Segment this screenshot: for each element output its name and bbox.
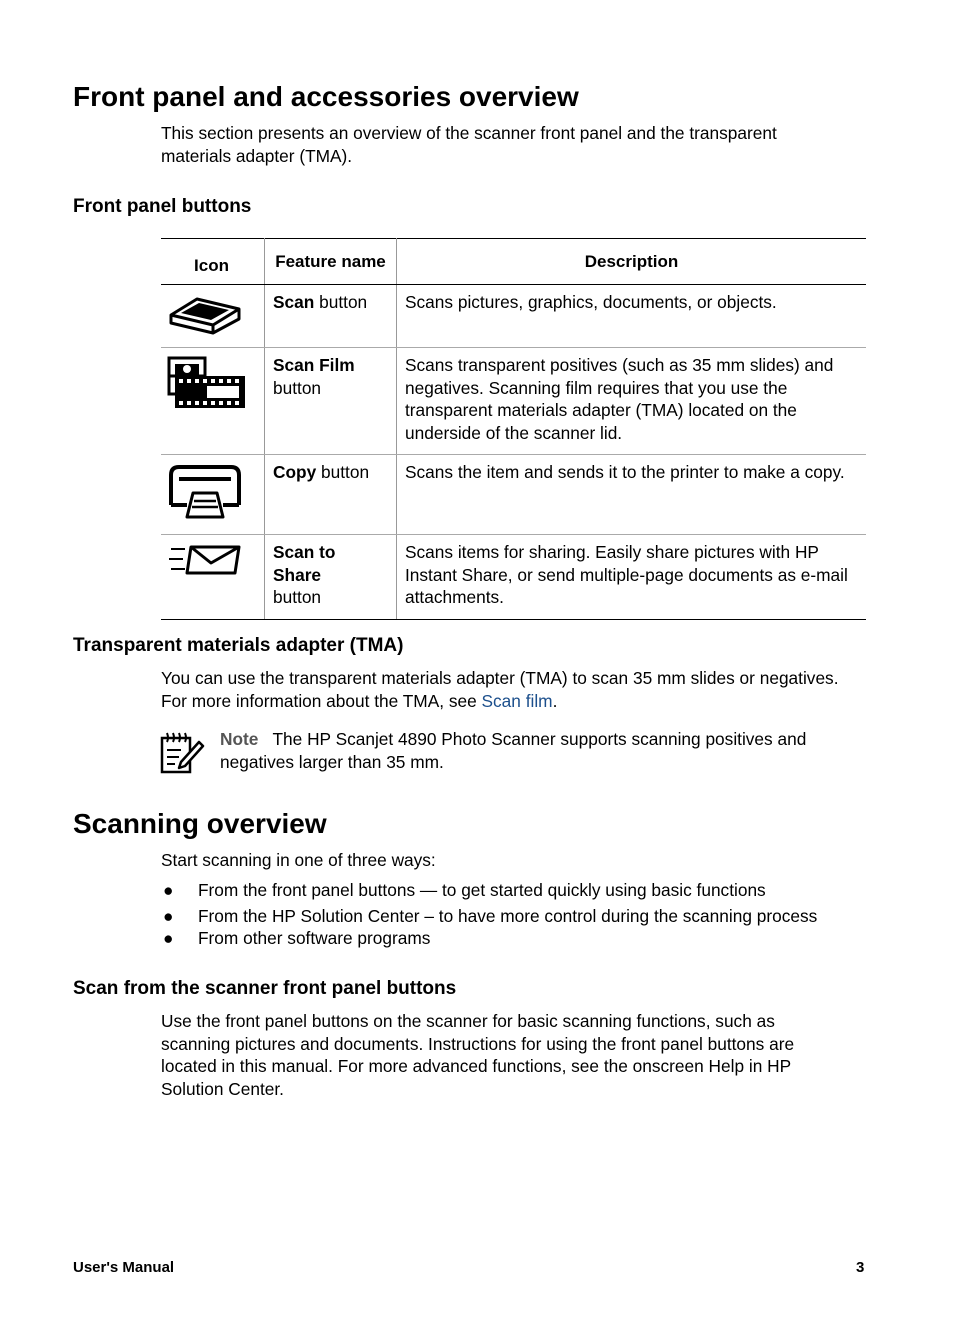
page-title: Front panel and accessories overview [73, 81, 579, 112]
description-cell: Scans pictures, graphics, documents, or objects. [397, 285, 867, 348]
scanning-overview-title: Scanning overview [73, 808, 327, 839]
scan-icon [167, 293, 243, 337]
feature-name-bold: Scan to Share [273, 542, 336, 585]
scan-to-share-icon [167, 543, 243, 577]
scan-film-link[interactable]: Scan film [481, 690, 553, 711]
table-row [161, 455, 866, 535]
description-cell: Scans items for sharing. Easily share pictures with HP Instant Share, or send multiple-page documents as e-mail attachments. [397, 535, 867, 620]
feature-name-rest: button [273, 377, 322, 398]
feature-name-cell [265, 348, 397, 455]
icon-cell [161, 348, 265, 455]
header-icon: Icon [161, 239, 265, 285]
table-row [161, 348, 866, 455]
table-row [161, 285, 866, 348]
front-panel-buttons-table [161, 238, 866, 620]
footer-manual-title: User's Manual [73, 1259, 175, 1276]
list-item-text: From the HP Solution Center – to have more control during the scanning process [198, 905, 818, 926]
scan-from-panel-heading: Scan from the scanner front panel buttons [73, 978, 457, 999]
tma-heading: Transparent materials adapter (TMA) [73, 635, 404, 656]
feature-name-cell [265, 285, 397, 348]
icon-cell [161, 535, 265, 620]
note-icon [159, 730, 205, 776]
description-cell: Scans the item and sends it to the printer to make a copy. [397, 455, 867, 535]
table-header-row [161, 239, 866, 285]
front-panel-buttons-heading: Front panel buttons [73, 196, 252, 217]
list-item: ● From other software programs [163, 928, 431, 948]
intro-paragraph: This section presents an overview of the scanner front panel and the transparent materials adapter (TMA). [161, 123, 777, 166]
description-cell: Scans transparent positives (such as 35 mm slides) and negatives. Scanning film requires that you use the transparent materials adapter (TMA) located on the underside of the scanner lid. [397, 348, 867, 455]
note-paragraph [220, 728, 860, 773]
scanning-methods-list [161, 879, 881, 950]
feature-name-rest: button [314, 292, 368, 312]
list-item-text: From other software programs [198, 928, 431, 948]
copy-icon [167, 463, 243, 519]
feature-name-bold: Scan [273, 292, 315, 312]
page-number: 3 [856, 1259, 865, 1276]
feature-name-bold: Copy [273, 462, 317, 482]
header-feature-name: Feature name [265, 239, 397, 285]
note-label: Note [220, 729, 259, 749]
scan-from-panel-paragraph: Use the front panel buttons on the scanner for basic scanning functions, such as scanning pictures and documents. Instructions for using the front panel buttons are located in this manual. For more advanced functions, see the onscreen Help in HP Solution Center. [161, 1011, 795, 1099]
list-item: ● From the front panel buttons — to get started quickly using basic functions [163, 880, 766, 900]
tma-text-end: . [552, 690, 558, 711]
feature-name-cell [265, 455, 397, 535]
table-row [161, 535, 866, 620]
header-description: Description [397, 239, 867, 285]
scanning-intro: Start scanning in one of three ways: [161, 850, 436, 870]
icon-cell [161, 455, 265, 535]
list-item: ● From the HP Solution Center – to have more control during the scanning process [163, 905, 818, 926]
scan-film-icon [167, 356, 245, 412]
feature-name-rest: button [273, 587, 322, 607]
note-text: The HP Scanjet 4890 Photo Scanner supports scanning positives and negatives larger than 35 mm. [220, 729, 807, 772]
feature-name-rest: button [316, 462, 370, 482]
tma-text: You can use the transparent materials adapter (TMA) to scan 35 mm slides or negatives. For more information about the TMA, see [161, 668, 839, 711]
tma-paragraph [161, 667, 851, 712]
feature-name-cell [265, 535, 397, 620]
feature-name-bold: Scan Film [273, 355, 355, 375]
list-item-text: From the front panel buttons — to get started quickly using basic functions [198, 880, 766, 900]
icon-cell [161, 285, 265, 348]
